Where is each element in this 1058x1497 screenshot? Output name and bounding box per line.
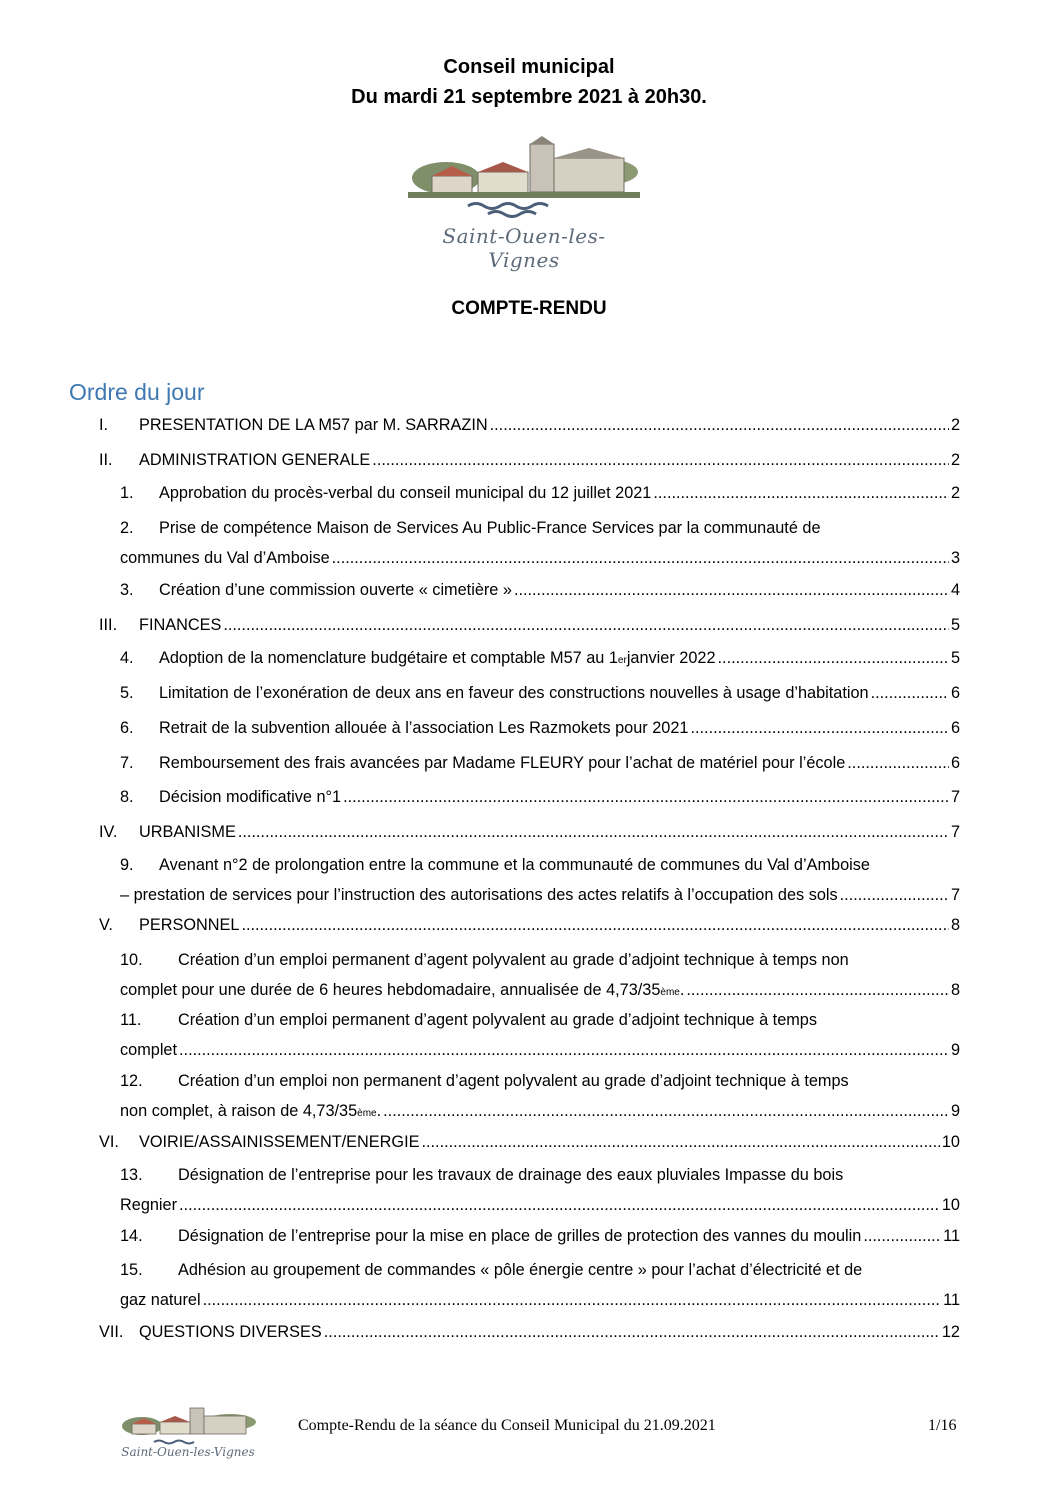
toc-entry-number: 1. [120, 484, 134, 502]
toc-entry-label: Limitation de l’exonération de deux ans en faveur des constructions nouvelles à usage d’habitation [159, 684, 869, 702]
toc-entry-label: Décision modificative n°1 [159, 788, 342, 806]
toc-entry-number: 3. [120, 581, 134, 599]
toc-dot-leader [241, 915, 949, 935]
toc-entry-page: 12 [941, 1323, 960, 1341]
toc-entry-page: 5 [950, 649, 960, 667]
toc-entry[interactable] [99, 415, 960, 435]
toc-dot-leader [421, 1132, 939, 1152]
toc-entry-number: 5. [120, 684, 134, 702]
toc-entry-number: IV. [99, 823, 118, 841]
toc-dot-leader [238, 822, 949, 842]
toc-dot-leader [372, 450, 949, 470]
toc-entry-page: 6 [950, 684, 960, 702]
toc-entry-number: 15. [120, 1261, 143, 1279]
toc-entry-page: 3 [950, 549, 960, 567]
toc-entry-label: janvier 2022 [626, 649, 716, 667]
page-number: 1/16 [928, 1417, 957, 1434]
toc-dot-leader [686, 980, 949, 1000]
toc-entry-number: VII. [99, 1323, 124, 1341]
toc-entry-page: 8 [950, 916, 960, 934]
toc-dot-leader [847, 753, 949, 773]
toc-entry-label: communes du Val d’Amboise [120, 549, 330, 567]
toc-entry-number: VI. [99, 1133, 119, 1151]
toc-entry-label: Retrait de la subvention allouée à l’association Les Razmokets pour 2021 [159, 719, 689, 737]
toc-entry-label: non complet, à raison de 4,73/35 [120, 1102, 358, 1120]
toc-entry[interactable] [120, 1165, 960, 1215]
toc-entry-label: gaz naturel [120, 1291, 201, 1309]
toc-entry[interactable] [120, 1010, 960, 1060]
toc-entry-label: Regnier [120, 1196, 178, 1214]
toc-entry-number: 2. [120, 519, 134, 537]
toc-entry-page: 6 [950, 719, 960, 737]
toc-dot-leader [514, 580, 949, 600]
toc-entry-label: PERSONNEL [139, 916, 240, 934]
toc-dot-leader [863, 1226, 941, 1246]
footer-caption: Compte-Rendu de la séance du Conseil Municipal du 21.09.2021 [298, 1417, 716, 1434]
toc-entry-number: 12. [120, 1072, 143, 1090]
toc-entry-number: V. [99, 916, 113, 934]
toc-entry-label: URBANISME [139, 823, 236, 841]
toc-entry[interactable] [120, 518, 960, 568]
toc-entry-page: 8 [950, 981, 960, 999]
toc-entry-label: Remboursement des frais avancées par Madame FLEURY pour l’achat de matériel pour l’école [159, 754, 846, 772]
toc-dot-leader [332, 548, 949, 568]
toc-entry[interactable] [120, 718, 960, 738]
toc-dot-leader [690, 718, 948, 738]
toc-entry[interactable] [120, 855, 960, 905]
toc-entry-label: – prestation de services pour l’instruction des autorisations des actes relatifs à l’occupation des sols [120, 886, 838, 904]
toc-entry-page: 10 [941, 1196, 960, 1214]
toc-entry-label: Approbation du procès-verbal du conseil municipal du 12 juillet 2021 [159, 484, 652, 502]
toc-dot-leader [840, 885, 949, 905]
toc-entry-page: 7 [950, 886, 960, 904]
toc-dot-leader [490, 415, 949, 435]
toc-entry-page: 5 [950, 616, 960, 634]
toc-dot-leader [343, 787, 949, 807]
toc-entry-page: 2 [950, 416, 960, 434]
toc-entry-label: VOIRIE/ASSAINISSEMENT/ENERGIE [139, 1133, 420, 1151]
toc-entry-label: Adoption de la nomenclature budgétaire et comptable M57 au 1 [159, 649, 618, 667]
toc-entry[interactable] [120, 1260, 960, 1310]
toc-entry-number: 13. [120, 1166, 143, 1184]
toc-entry-page: 6 [950, 754, 960, 772]
toc-entry-page: 11 [943, 1227, 960, 1245]
toc-entry-label: Prise de compétence Maison de Services Au Public-France Services par la communauté de [159, 519, 821, 537]
toc-entry-label: Adhésion au groupement de commandes « pôle énergie centre » pour l’achat d’électricité et de [178, 1261, 863, 1279]
toc-entry[interactable] [120, 1226, 960, 1246]
toc-entry-number: 4. [120, 649, 134, 667]
toc-entry-page: 7 [950, 788, 960, 806]
toc-entry-page: 10 [941, 1133, 960, 1151]
toc-entry-number: 9. [120, 856, 134, 874]
toc-entry[interactable] [120, 683, 960, 703]
toc-entry-label-tail: . [679, 981, 685, 999]
toc-entry[interactable]: 10. Création d’un emploi permanent d’agent polyvalent au grade d’adjoint technique à temps non complet pour une durée de 6 heures hebdomadaire, annualisée de 4,73/35 ème . ..... 8 [120, 950, 960, 1000]
toc-entry-label: complet pour une durée de 6 heures hebdomadaire, annualisée de 4,73/35 [120, 981, 661, 999]
toc-entry[interactable] [99, 1322, 960, 1342]
toc-entry-label: Création d’un emploi permanent d’agent polyvalent au grade d’adjoint technique à temps [178, 1011, 818, 1029]
toc-entry-number: 6. [120, 719, 134, 737]
toc-entry[interactable] [99, 450, 960, 470]
toc-entry-number: 11. [120, 1011, 142, 1029]
toc-entry[interactable]: 12. Création d’un emploi non permanent d’agent polyvalent au grade d’adjoint technique à temps non complet, à raison de 4,73/35 ème . ..... 9 [120, 1071, 960, 1121]
toc-dot-leader [203, 1290, 942, 1310]
toc-dot-leader [223, 615, 949, 635]
meeting-date: Du mardi 21 septembre 2021 à 20h30. [351, 86, 707, 108]
toc-entry-label: Avenant n°2 de prolongation entre la commune et la communauté de communes du Val d’Amboise [159, 856, 870, 874]
document-title: Conseil municipal [443, 56, 615, 78]
toc-entry-number: II. [99, 451, 113, 469]
toc-dot-leader [871, 683, 949, 703]
toc-entry[interactable] [120, 787, 960, 807]
toc-entry-page: 9 [950, 1102, 960, 1120]
toc-entry-label: Désignation de l’entreprise pour les travaux de drainage des eaux pluviales Impasse du bois [178, 1166, 844, 1184]
toc-entry[interactable] [99, 822, 960, 842]
toc-entry-number: 8. [120, 788, 134, 806]
footer-logo-wordmark: Saint-Ouen-les-Vignes [121, 1445, 255, 1459]
toc-entry[interactable] [120, 753, 960, 773]
toc-entry-label: ADMINISTRATION GENERALE [139, 451, 371, 469]
toc-entry-label: PRESENTATION DE LA M57 par M. SARRAZIN [139, 416, 488, 434]
document-subtitle: COMPTE-RENDU [451, 298, 607, 319]
toc-entry[interactable] [99, 1132, 960, 1152]
toc-entry-label-tail: . [376, 1102, 382, 1120]
toc-entry-label: QUESTIONS DIVERSES [139, 1323, 322, 1341]
logo-wordmark: Saint-Ouen-les-Vignes [442, 224, 606, 272]
toc-heading: Ordre du jour [69, 379, 205, 405]
toc-entry-number: III. [99, 616, 118, 634]
toc-dot-leader [653, 483, 949, 503]
toc-dot-leader [179, 1040, 949, 1060]
toc-dot-leader [383, 1101, 949, 1121]
toc-entry-number: 7. [120, 754, 134, 772]
toc-entry-page: 9 [950, 1041, 960, 1059]
toc-entry-page: 11 [943, 1291, 960, 1309]
toc-entry-label: Création d’un emploi non permanent d’agent polyvalent au grade d’adjoint technique à temps [178, 1072, 849, 1090]
toc-entry[interactable]: 4. Adoption de la nomenclature budgétaire et comptable M57 au 1 er janvier 2022 ..... 5 [120, 648, 960, 668]
toc-entry-label: Désignation de l’entreprise pour la mise en place de grilles de protection des vannes du moulin [178, 1227, 862, 1245]
toc-dot-leader [179, 1195, 940, 1215]
toc-entry[interactable] [99, 915, 960, 935]
toc-entry[interactable] [99, 615, 960, 635]
toc-entry-page: 4 [950, 581, 960, 599]
toc-entry-label: Création d’un emploi permanent d’agent polyvalent au grade d’adjoint technique à temps non [178, 951, 849, 969]
toc-entry[interactable] [120, 580, 960, 600]
toc-entry-number: 10. [120, 951, 143, 969]
toc-entry-number: 14. [120, 1227, 143, 1245]
toc-entry-page: 7 [950, 823, 960, 841]
toc-dot-leader [718, 648, 949, 668]
toc-entry[interactable] [120, 483, 960, 503]
toc-entry-page: 2 [950, 451, 960, 469]
toc-entry-label: FINANCES [139, 616, 222, 634]
toc-entry-label: complet [120, 1041, 178, 1059]
toc-entry-page: 2 [950, 484, 960, 502]
toc-entry-label: Création d’une commission ouverte « cimetière » [159, 581, 512, 599]
toc-entry-number: I. [99, 416, 109, 434]
toc-dot-leader [324, 1322, 940, 1342]
